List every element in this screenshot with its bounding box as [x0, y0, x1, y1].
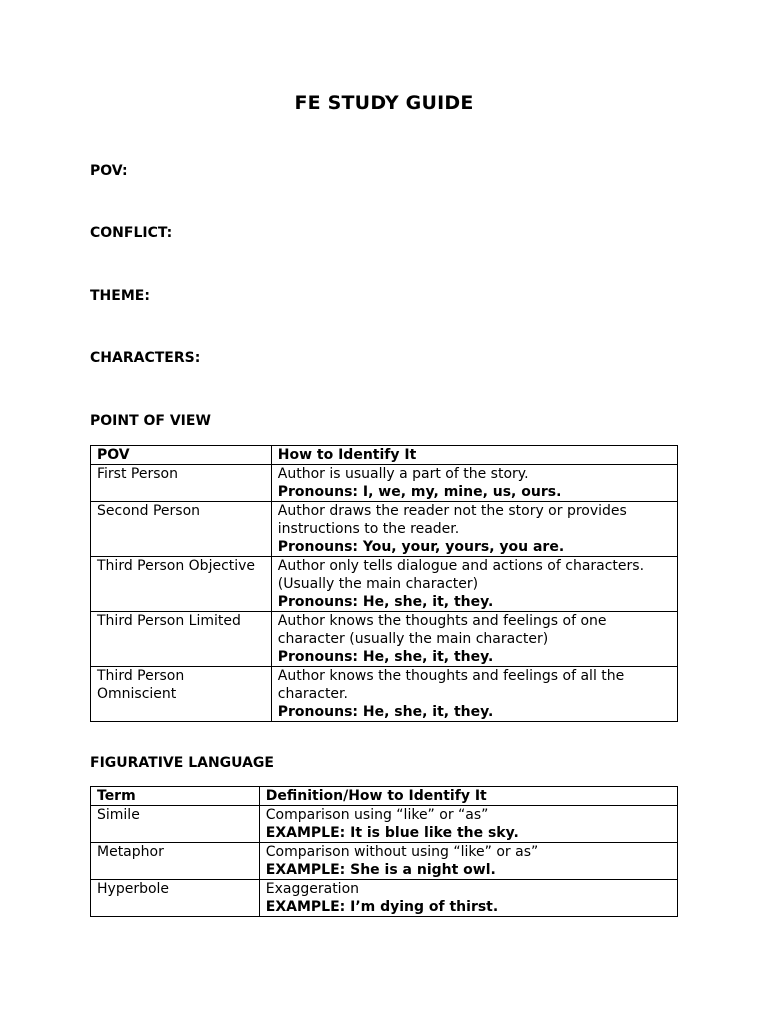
pov-description-cell: [271, 502, 677, 557]
pov-description-cell: [271, 465, 677, 502]
table-row: [91, 843, 678, 880]
column-header-how-to-identify: How to Identify It: [271, 446, 677, 465]
pov-pronouns-text: Pronouns: You, your, yours, you are.: [277, 539, 565, 555]
figurative-definition-cell: [259, 843, 677, 880]
pov-description-cell: [271, 667, 677, 722]
pov-pronouns-text: Pronouns: I, we, my, mine, us, ours.: [277, 484, 562, 500]
figurative-definition-text: Comparison without using “like” or as”: [265, 844, 539, 860]
table-row: [91, 880, 678, 917]
pov-term-cell: Third Person Objective: [91, 557, 272, 612]
pov-description-text: Author only tells dialogue and actions of characters. (Usually the main character): [277, 558, 645, 592]
figurative-term-cell: Metaphor: [91, 843, 260, 880]
table-row: [91, 557, 678, 612]
table-row: [91, 667, 678, 722]
figurative-definition-cell: [259, 806, 677, 843]
figurative-example-text: EXAMPLE: She is a night owl.: [265, 862, 496, 878]
pov-pronouns-text: Pronouns: He, she, it, they.: [277, 704, 494, 720]
pov-description-cell: [271, 612, 677, 667]
table-row: [91, 465, 678, 502]
figurative-term-cell: Hyperbole: [91, 880, 260, 917]
column-header-term: Term: [91, 787, 260, 806]
pov-description-text: Author knows the thoughts and feelings of one character (usually the main character): [277, 613, 607, 647]
figurative-definition-text: Comparison using “like” or “as”: [265, 807, 489, 823]
figurative-definition-cell: [259, 880, 677, 917]
pov-term-cell: First Person: [91, 465, 272, 502]
pov-pronouns-text: Pronouns: He, she, it, they.: [277, 594, 494, 610]
figurative-language-table: [90, 786, 678, 917]
point-of-view-table: [90, 445, 678, 722]
pov-description-text: Author is usually a part of the story.: [277, 466, 529, 482]
column-header-definition: Definition/How to Identify It: [259, 787, 677, 806]
table-row: [91, 612, 678, 667]
table-row: [91, 502, 678, 557]
pov-description-text: Author knows the thoughts and feelings of all the character.: [277, 668, 625, 702]
table-row: [91, 806, 678, 843]
pov-description-cell: [271, 557, 677, 612]
characters-field-label: CHARACTERS:: [90, 350, 201, 366]
pov-term-cell: Third Person Omniscient: [91, 667, 272, 722]
figurative-example-text: EXAMPLE: It is blue like the sky.: [265, 825, 519, 841]
pov-description-text: Author draws the reader not the story or provides instructions to the reader.: [277, 503, 627, 537]
pov-term-cell: Third Person Limited: [91, 612, 272, 667]
figurative-language-heading: FIGURATIVE LANGUAGE: [90, 755, 274, 771]
theme-field-label: THEME:: [90, 288, 150, 304]
column-header-pov: POV: [91, 446, 272, 465]
conflict-field-label: CONFLICT:: [90, 225, 173, 241]
pov-field-label: POV:: [90, 163, 128, 179]
pov-pronouns-text: Pronouns: He, she, it, they.: [277, 649, 494, 665]
table-header-row: [91, 787, 678, 806]
figurative-example-text: EXAMPLE: I’m dying of thirst.: [265, 899, 499, 915]
figurative-definition-text: Exaggeration: [265, 881, 360, 897]
table-header-row: [91, 446, 678, 465]
pov-term-cell: Second Person: [91, 502, 272, 557]
figurative-term-cell: Simile: [91, 806, 260, 843]
page-title: FE STUDY GUIDE: [294, 92, 474, 114]
point-of-view-heading: POINT OF VIEW: [90, 413, 211, 429]
